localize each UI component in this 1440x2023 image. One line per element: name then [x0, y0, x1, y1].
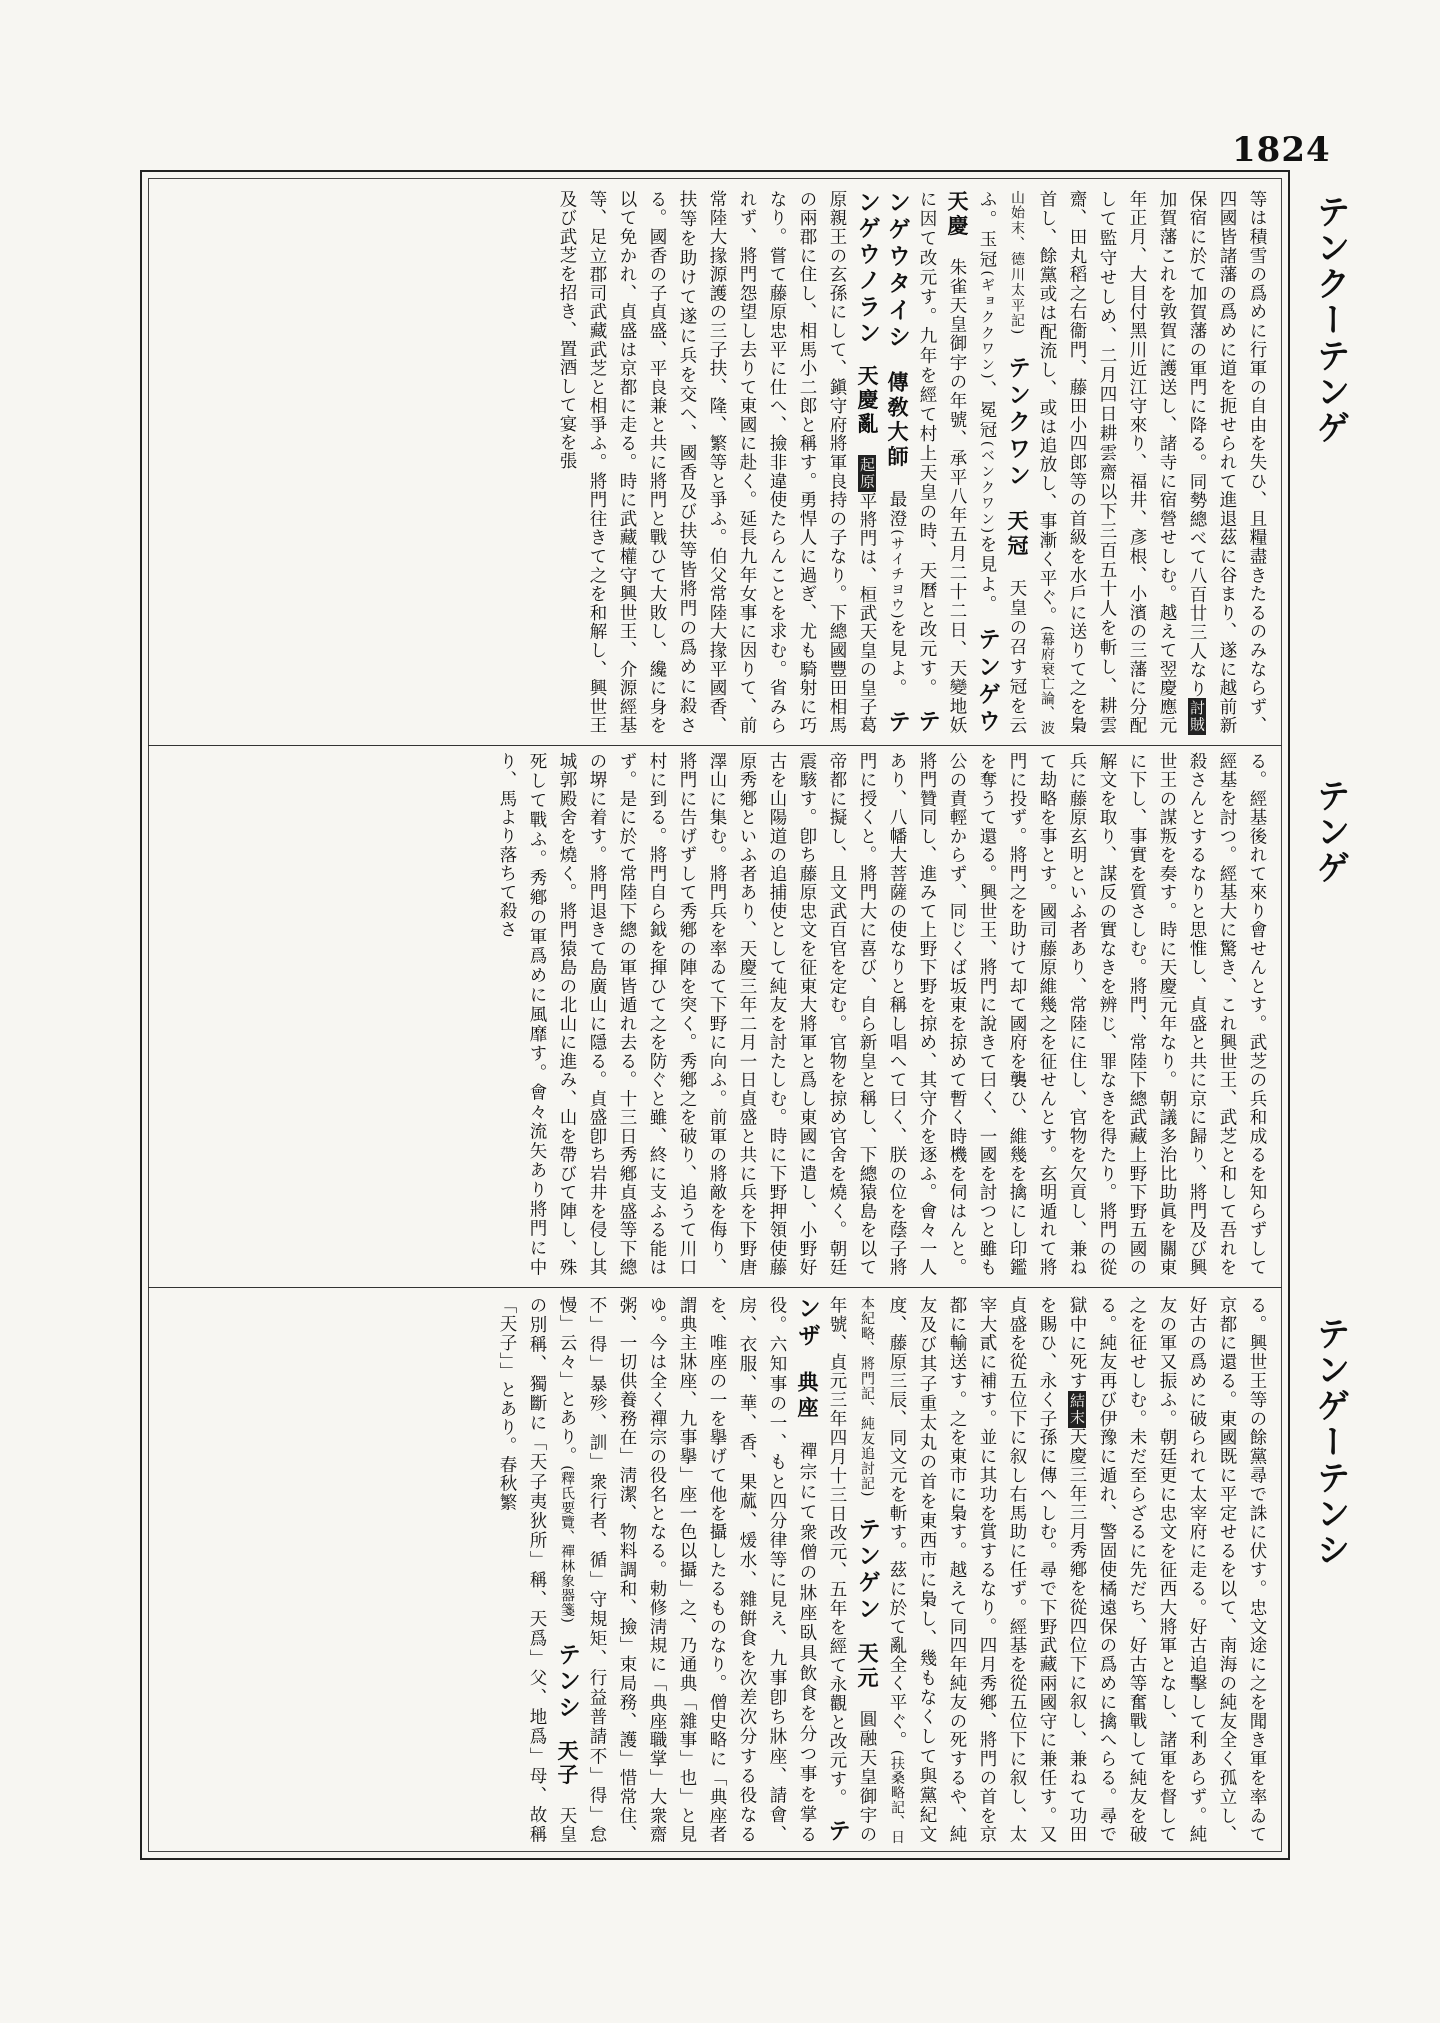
page-number: 1824 — [1232, 130, 1331, 170]
body-text: 等は積雪の爲めに行軍の自由を失ひ、且糧盡きたるのみならず、四國皆諸藩の爲めに道を扼せられて進退茲に谷まり、遂に越前新保宿に於て加賀藩の軍門に降る。同勢總べて八百廿三人なり — [1187, 190, 1267, 735]
header-bottom-right: テンゲーテンシ — [1304, 1310, 1357, 1574]
entry-heading: テンゲウ — [974, 626, 1000, 735]
entry-heading: テンゲン — [854, 1516, 880, 1623]
citation-note: (釋氏要覽、禪林象器箋) — [559, 1465, 575, 1624]
citation-note: (サイチヨウ) — [889, 529, 905, 619]
entry-kanji: 天慶亂 — [855, 364, 880, 437]
tier-bottom-text — [156, 1296, 1272, 1844]
entry-definition: 朱雀天皇御宇の年號、承平八年五月二十二日、天變地妖に因て改元す。九年を經て村上天皇の時、天曆と改元す。 — [917, 190, 967, 735]
body-text: 天慶三年三月秀鄕を從四位下に叙し、兼ねて功田を賜ひ、永く子孫に傳へしむ。尋で下野武藏兩國守に兼任す。又貞盛を從五位下に叙し右馬助に任ず。經基を從五位下に叙し、太宰大貳に補す。並に其功を賞するなり。四月秀鄕、將門の首を京都に輸送す。之を東市に梟す。越えて同四年純友の死するや、純友及び其子重太丸の首を東西市に梟し、幾もなくして與黨紀文度、藤原三辰、同文元を斬す。茲に於て亂全く平ぐ。 — [887, 1296, 1087, 1844]
citation-note: (ギョククワン) — [979, 270, 995, 380]
body-text: 加賀藩これを敦賀に護送し、諸寺に宿營せしむ。越えて翌慶應元年正月、大目付黑川近江守來り、福井、彥根、小濱の三藩に分配して監守せしめ、二月四日耕雲齋以下三百五十人を斬し、耕雲齋、田丸稻之右衞門、藤田小四郎等の首級を水戶に送りて之を梟首し、餘黨或は配流し、或は追放し、事漸く平ぐ。 — [1037, 190, 1177, 735]
entry-kanji: 天元 — [855, 1641, 880, 1691]
entry-heading: テンシ — [554, 1642, 580, 1721]
bottom-paragraph — [492, 1296, 1272, 1844]
entry-kanji: 天子 — [555, 1739, 580, 1788]
entry-kanji: 天冠 — [1005, 509, 1030, 560]
entry-kanji: 典座 — [795, 1371, 820, 1423]
entry-definition: 圓融天皇御宇の年號、貞元三年四月十三日改元、五年を經て永觀と改元す。 — [827, 1296, 877, 1844]
entry-heading: テンゲウタイシ — [884, 190, 940, 735]
entry-definition: 最澄 — [887, 490, 907, 530]
citation-note: (扶桑略記、日本紀略、將門記、純友追討記) — [859, 1296, 905, 1844]
header-top-right: テンクーテンゲ — [1304, 188, 1357, 452]
tier-divider-1 — [148, 745, 1282, 746]
entry-kanji: 傳敎大師 — [885, 370, 910, 471]
entry-definition: 天皇の召す冠を云ふ。玉冠 — [977, 190, 1027, 735]
tier-middle-text — [156, 752, 1272, 1277]
tier-top-text — [156, 190, 1272, 735]
citation-note: (幕府衰亡論、波山始末、德川太平記) — [1009, 190, 1055, 735]
entry-heading: テンザ — [794, 1296, 850, 1844]
body-text: 、冕冠 — [977, 379, 997, 441]
middle-text: る。經基後れて來り會せんとす。武芝の兵和成るを知らずして經基を討つ。經基大に驚き、これ興世王、武芝と和して吾れを殺さんとするなりと思惟し、貞盛と共に京に歸り、將門及び興世王の謀叛を奏す。時に天慶元年なり。朝議多治比助眞を關東に下し、事實を質さしむ。將門、常陸下總武藏上野下野五國の解文を取り、謀反の實なきを辨じ、罪なきを得たり。將門の從兵に藤原玄明といふ者あり、常陸に住し、官物を欠貢し、兼ねて劫略を事とす。國司藤原維幾之を征せんとす。玄明遁れて將門に投ず。將門之を助けて却て國府を襲ひ、維幾を擒にし印鑑を奪うて還る。興世王、將門に說きて曰く、一國を討つと雖も公の責輕からず、同じくば坂東を掠めて暫く時機を伺はんと。將門贊同し、進みて上野下野を掠め、其守介を逐ふ。會々一人あり、八幡大菩薩の使なりと稱し唱へて曰く、朕の位を蔭子將門に授くと。將門大に喜び、自ら新皇と稱し、下總猿島を以て帝都に擬し、且文武百官を定む。官物を掠め官舍を燒く。朝廷震駭す。卽ち藤原忠文を征東大將軍と爲し東國に遣し、小野好古を山陽道の追捕使として純友を討たしむ。時に下野押領使藤原秀鄕といふ者あり、天慶三年二月一日貞盛と共に兵を下野唐澤山に集む。將門兵を率ゐて下野に向ふ。前軍の將敵を侮り、將門に告げずして秀鄕の陣を突く。秀鄕之を破り、追うて川口村に到る。將門自ら鉞を揮ひて之を防ぐと雖、終に支ふる能はず。是に於て常陸下總の軍皆遁れ去る。十三日秀鄕貞盛等下總の堺に着す。將門退きて島廣山に隱る。貞盛卽ち岩井を侵し其城郭殿舍を燒く。將門猿島の北山に進み、山を帶びて陣し、殊死して戰ふ。秀鄕の軍爲めに風靡す。會々流矢あり將門に中り、馬より落ちて殺さ — [497, 752, 1267, 1277]
body-text: を見よ。 — [887, 618, 907, 690]
section-badge: 討賊 — [1188, 700, 1206, 734]
citation-note: (ベンクワン) — [979, 440, 995, 534]
body-text: を見よ。 — [977, 533, 997, 607]
header-middle-right: テンゲ — [1304, 772, 1357, 892]
section-badge: 起原 — [858, 457, 876, 490]
section-badge: 結末 — [1068, 1392, 1086, 1426]
entry-heading: テンゲウノラン — [854, 190, 910, 735]
entry-heading: テンクワン — [1004, 355, 1030, 490]
entry-definition: 禪宗にて衆僧の牀座臥具飲食を分つ事を掌る役。六知事の一、もと四分律等に見え、九事卽ち牀座、請會、房、衣服、華、香、果蓏、煖水、雜餠食を次差次分する役なるを、唯座の一を擧げて他を攝したるものなり。僧史略に「典座者謂典主牀座、九事擧」座一色以攝」之、乃通典「雜事」也」と見ゆ。今は全く禪宗の役名となる。勅修淸規に「典座職掌」大衆齋粥、一切供養務在」淸潔、物料調和、撿」束局務、護」惜常住、不」得」暴殄、訓」衆行者、循」守規矩、行益普請不」得」怠慢」云々」とあり。 — [557, 1296, 817, 1844]
body-text: 平將門は、桓武天皇の皇子葛原親王の玄孫にして、鎭守府將軍良持の子なり。下總國豐田相馬の兩郡に住し、相馬小二郎と稱す。勇悍人に過ぎ、尤も騎射に巧なり。嘗て藤原忠平に仕へ、撿非違使たらんことを求む。省みられず、將門怨望し去りて東國に赴く。延長九年女事に因りて、前常陸大掾源護の三子扶、隆、繁等と爭ふ。伯父常陸大掾平國香、扶等を助けて遂に兵を交へ、國香及び扶等皆將門の爲めに殺さる。國香の子貞盛、平良兼と共に將門と戰ひて大敗し、纔に身を以て免かれ、貞盛は京都に走る。時に武藏權守興世王、介源經基等、足立郡司武藏武芝と相爭ふ。將門往きて之を和解し、興世王及び武芝を招き、置酒して宴を張 — [557, 190, 877, 735]
top-paragraph — [552, 190, 1272, 735]
body-text: る。興世王等の餘黨尋で誅に伏す。忠文途に之を聞き軍を率ゐて京都に還る。東國既に平定せるを以て、南海の純友全く孤立し、好古の爲めに破られて太宰府に走る。好古追擊して利あらず。純友の軍又振ふ。朝廷更に忠文を征西大將軍となし、諸軍を督して之を征せしむ。未だ至らざるに先だち、好古等奮戰して純友を破る。純友再び伊豫に遁れ、警固使橘遠保の爲めに擒へらる。尋で獄中に死す — [1067, 1296, 1267, 1844]
entry-kanji: 天慶 — [945, 190, 970, 239]
entry-definition: 天皇の別稱、獨斷に「天子夷狄所」稱、天爲」父、地爲」母、故稱「天子」」とあり。春秋繁 — [497, 1296, 577, 1844]
tier-divider-2 — [148, 1287, 1282, 1288]
